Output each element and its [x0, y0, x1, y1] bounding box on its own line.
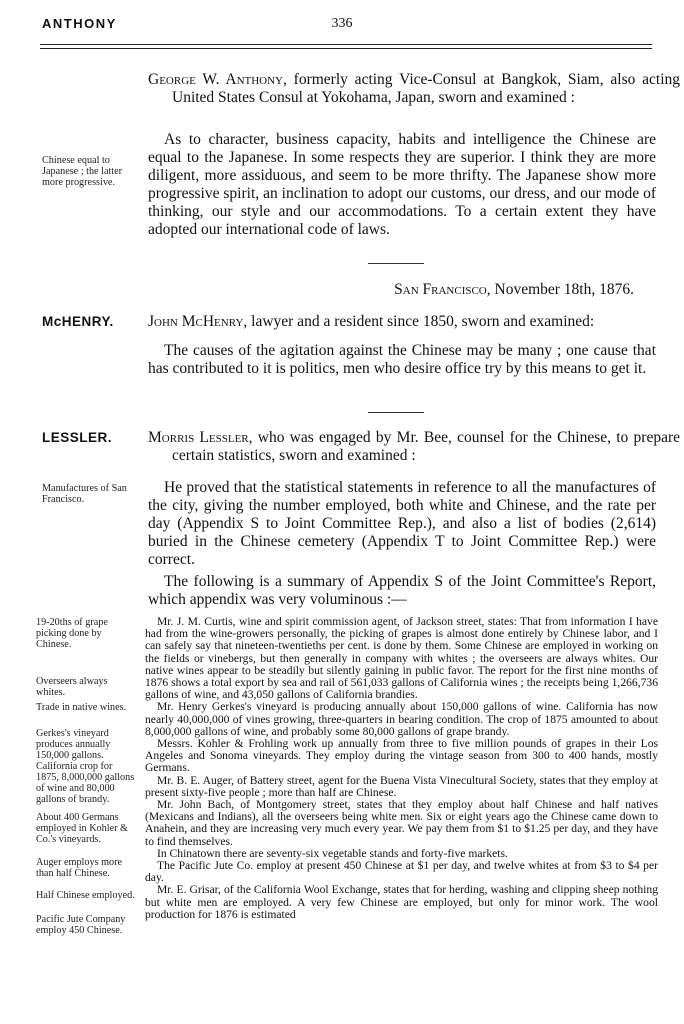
header-rule-bottom — [40, 48, 652, 49]
anthony-testimony: As to character, business capacity, habits and intelligence the Chinese are equal to the Japanese. In some respects they are superior. I think they are more diligent, more assiduous, and seem to be more thrifty. The Japanese show more progressive spirit, an inclination to adopt our customs, our dress, and our mode of thinking, our style and our accommodations. To a certain extent they have adopted our international code of laws. — [148, 131, 656, 238]
margin-note-grape-picking: 19-20ths of grape picking done by Chinese. — [36, 617, 108, 650]
summary-paragraph: Mr. B. E. Auger, of Battery street, agent for the Buena Vista Vinecultural Society, states that they employ at present sixty-five people ; more than half are Chinese. — [145, 773, 658, 799]
margin-note-gerkes: Gerkes's vineyard produces annually 150,000 gallons. California crop for 1875, 8,000,000 gallons of wine and 80,000 gallons of brandy. — [36, 728, 135, 805]
lessler-name: Morris Lessler — [148, 429, 249, 446]
dateline-date: , November 18th, 1876. — [486, 281, 634, 298]
margin-note-pacific-jute: Pacific Jute Company employ 450 Chinese. — [36, 914, 126, 936]
side-head-mchenry: McHENRY. — [42, 314, 114, 329]
summary-paragraph: The Pacific Jute Co. employ at present 450 Chinese at $1 per day, and twelve whites at from $3 to $4 per day. — [145, 859, 658, 885]
summary-paragraph: Mr. E. Grisar, of the California Wool Exchange, states that for herding, washing and clipping sheep nothing but white men are employed. A very few Chinese are employed, but only for minor work. The wool production for 1876 is estimated — [145, 883, 658, 921]
lessler-intro-text: , who was engaged by Mr. Bee, counsel for the Chinese, to prepare certain statistics, sworn and examined : — [172, 429, 680, 464]
margin-note-auger: Auger employs more than half Chinese. — [36, 857, 123, 879]
dateline — [148, 281, 634, 299]
summary-body — [145, 616, 658, 921]
margin-note-overseers: Overseers always whites. — [36, 676, 108, 698]
margin-note-native-wines: Trade in native wines. — [36, 702, 127, 713]
margin-note-kohler: About 400 Germans employed in Kohler & Co.'s vineyards. — [36, 812, 128, 845]
header-rule-top — [40, 44, 652, 45]
mchenry-name: John McHenry — [148, 313, 244, 330]
margin-note-lessler: Manufactures of San Francisco. — [42, 483, 127, 505]
summary-paragraph: Messrs. Kohler & Frohling work up annually from three to five million pounds of grapes in their Los Angeles and Sonoma vineyards. They employ during the vintage season from 300 to 400 hands, mostly Germans. — [145, 737, 658, 775]
margin-note-half-chinese: Half Chinese employed. — [36, 890, 135, 901]
anthony-intro-text: , formerly acting Vice-Consul at Bangkok, Siam, also acting United States Consul at Yokohama, Japan, sworn and examined : — [172, 71, 681, 106]
section-separator — [368, 263, 424, 264]
section-separator — [368, 412, 424, 413]
dateline-place: San Francisco — [394, 281, 487, 298]
mchenry-intro-text: , lawyer and a resident since 1850, sworn and examined: — [243, 313, 595, 330]
lessler-testimony: He proved that the statistical statements in reference to all the manufactures of the city, giving the number employed, both white and Chinese, and the rate per day (Appendix S to Joint Committee Rep.), and also a list of bodies (2,614) buried in the Chinese cemetery (Appendix T to Joint Committee Rep.) were correct. — [148, 479, 656, 568]
anthony-name: George W. Anthony — [148, 71, 284, 88]
summary-paragraph: Mr. Henry Gerkes's vineyard is producing annually about 150,000 gallons of wine. California has now nearly 40,000,000 of vines growing, three-quarters in bearing condition. The crop of 1875 amounted to about 8,000,000 gallons of wine, and probably some 80,000 gallons of grape brandy. — [145, 700, 658, 738]
anthony-intro — [148, 71, 680, 107]
margin-note-anthony: Chinese equal to Japanese ; the latter more progressive. — [42, 155, 123, 188]
mchenry-testimony: The causes of the agitation against the Chinese may be many ; one cause that has contributed to it is politics, men who desire office try by this means to get it. — [148, 342, 656, 377]
summary-paragraph: Mr. J. M. Curtis, wine and spirit commission agent, of Jackson street, states: That from information I have had from the wine-growers personally, the picking of grapes is almost done entirely by Chinese labor, and I can safely say that nineteen-twentieths per cent. is done by them. Some Chinese are employed in working on the fields or vinebergs, but then generally in company with whites ; the overseers are always whites. Our native wines appear to be steadily but silently gaining in public favor. The report for the first nine months of 1876 shows a total export by sea and rail of 561,033 gallons of California wines ; the receipts being 1,266,736 gallons of wine, and 43,050 gallons of California brandies. — [145, 615, 658, 702]
side-head-lessler: LESSLER. — [42, 430, 113, 445]
summary-paragraph: In Chinatown there are seventy-six vegetable stands and forty-five markets. — [157, 846, 508, 860]
mchenry-intro — [148, 313, 656, 331]
page-number: 336 — [331, 16, 353, 31]
lessler-intro — [148, 429, 680, 465]
running-head: ANTHONY — [42, 16, 117, 31]
summary-paragraph: Mr. John Bach, of Montgomery street, states that they employ about half Chinese and half natives (Mexicans and Indians), all the overseers being white men. Six or eight years ago the Chinese came down to Anahein, and they are increasing very much every year. We pay them from $1 to $1.25 per day, and they have to find themselves. — [145, 798, 658, 848]
summary-intro: The following is a summary of Appendix S of the Joint Committee's Report, which appendix was very voluminous :— — [148, 573, 656, 608]
